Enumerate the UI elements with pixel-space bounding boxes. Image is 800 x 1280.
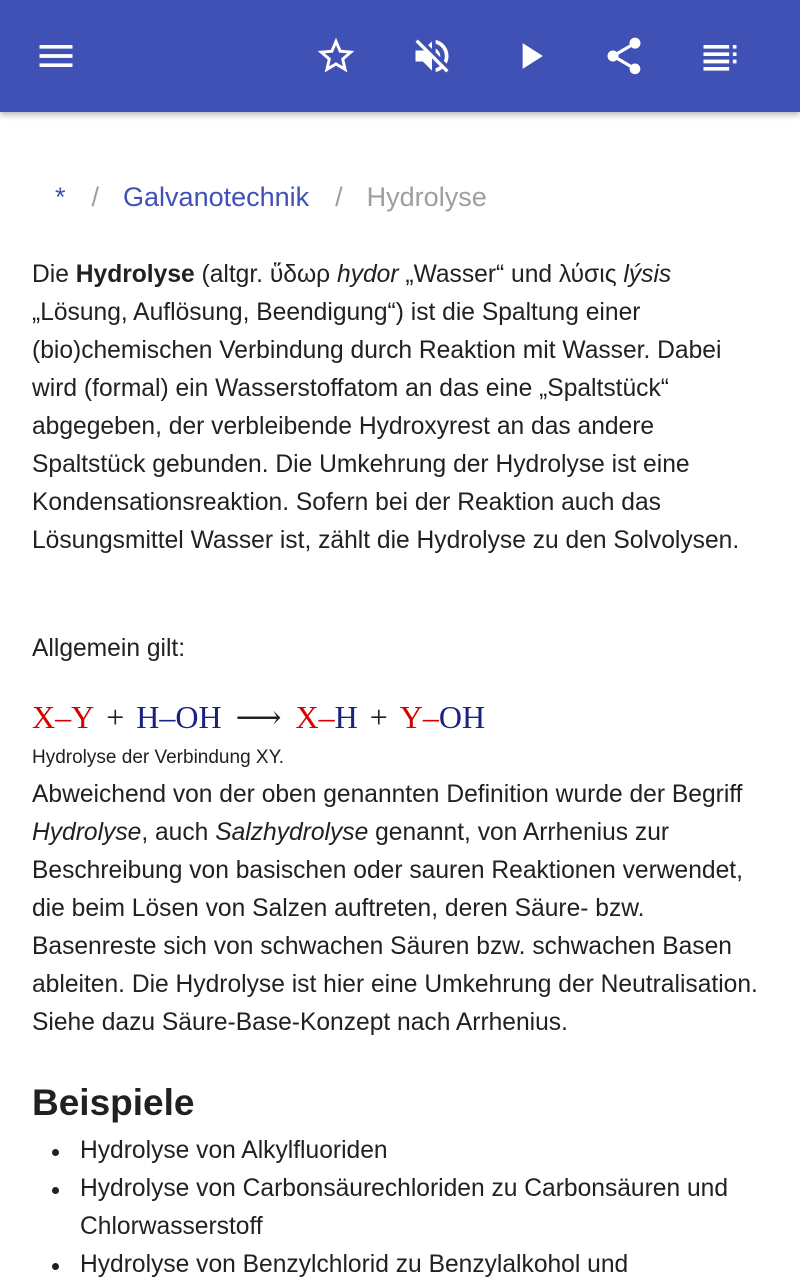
volume-off-icon [410, 34, 454, 78]
app-toolbar [0, 0, 800, 112]
term-italic: Salzhydrolyse [215, 819, 369, 846]
formula-oh: OH [438, 699, 486, 735]
intro-text: „Wasser“ und λύσις [398, 261, 624, 288]
formula-plus: + [369, 699, 388, 735]
arrhenius-paragraph [32, 776, 772, 1042]
formula-bond: – [55, 699, 72, 735]
star-outline-icon [314, 34, 358, 78]
list-item: Hydrolyse von Alkylfluoriden [32, 1132, 772, 1170]
paragraph-text: Abweichend von der oben genannten Definition wurde der Begriff [32, 781, 743, 808]
playlist-icon [698, 34, 742, 78]
formula-bond: – [318, 699, 335, 735]
mute-button[interactable] [404, 28, 460, 84]
intro-text: Die [32, 261, 76, 288]
term-italic: lýsis [623, 261, 672, 288]
examples-list [32, 1132, 772, 1280]
formula-plus: + [106, 699, 125, 735]
formula-arrow: ⟶ [235, 699, 282, 735]
breadcrumb-current: Hydrolyse [366, 182, 487, 212]
section-heading-beispiele: Beispiele [32, 1082, 195, 1123]
list-item: Hydrolyse von Carbonsäurechloriden zu Carbonsäuren und Chlorwasserstoff [32, 1170, 772, 1246]
share-button[interactable] [596, 28, 652, 84]
breadcrumb-separator: / [91, 182, 100, 212]
formula-bond: – [422, 699, 439, 735]
list-item: Hydrolyse von Benzylchlorid zu Benzylalkohol und [32, 1246, 772, 1280]
paragraph-text: , auch [141, 819, 216, 846]
breadcrumb-separator: / [335, 182, 343, 212]
term-italic: Hydrolyse [32, 819, 142, 846]
formula-y: Y [399, 699, 423, 735]
formula-bond: – [159, 699, 176, 735]
term-bold: Hydrolyse [75, 261, 195, 288]
share-icon [602, 34, 646, 78]
bookmark-button[interactable] [308, 28, 364, 84]
breadcrumb-home-link[interactable]: * [55, 182, 66, 212]
intro-text: (altgr. ὕδωρ [194, 261, 338, 288]
formula-oh: OH [175, 699, 222, 735]
intro-paragraph [32, 256, 772, 560]
breadcrumb [55, 182, 487, 213]
play-icon [508, 34, 552, 78]
term-italic: hydor [337, 261, 399, 288]
paragraph-text: genannt, von Arrhenius zur Beschreibung von basischen oder sauren Reaktionen verwendet, die beim Lösen von Salzen auftreten, deren Säure- bzw. Basenreste sich von schwachen Säuren bzw. schwachen Basen ableiten. Die Hydrolyse ist hier eine Umkehrung der Neutralisation. Siehe dazu Säure-Base-Konzept nach Arrhenius. [32, 819, 758, 1036]
formula-h: H [136, 699, 160, 735]
play-button[interactable] [502, 28, 558, 84]
formula-y: Y [71, 699, 95, 735]
intro-text: „Lösung, Auflösung, Beendigung“) ist die Spaltung einer (bio)chemischen Verbindung durch Reaktion mit Wasser. Dabei wird (formal) ein Wasserstoffatom an das eine „Spaltstück“ abgegeben, der verbleibende Hydroxyrest an das andere Spaltstück gebunden. Die Umkehrung der Hydrolyse ist eine Kondensationsreaktion. Sofern bei der Reaktion auch das Lösungsmittel Wasser ist, zählt die Hydrolyse zu den Solvolysen. [32, 299, 740, 554]
formula-x: X [32, 699, 56, 735]
breadcrumb-category-link[interactable]: Galvanotechnik [123, 182, 310, 212]
menu-icon [34, 34, 78, 78]
formula-caption: Hydrolyse der Verbindung XY. [32, 747, 285, 768]
allgemein-paragraph: Allgemein gilt: [32, 635, 186, 662]
reaction-formula [32, 698, 485, 736]
formula-h: H [334, 699, 358, 735]
menu-button[interactable] [28, 28, 84, 84]
article-content [0, 112, 800, 1280]
contents-button[interactable] [692, 28, 748, 84]
formula-x: X [295, 699, 319, 735]
